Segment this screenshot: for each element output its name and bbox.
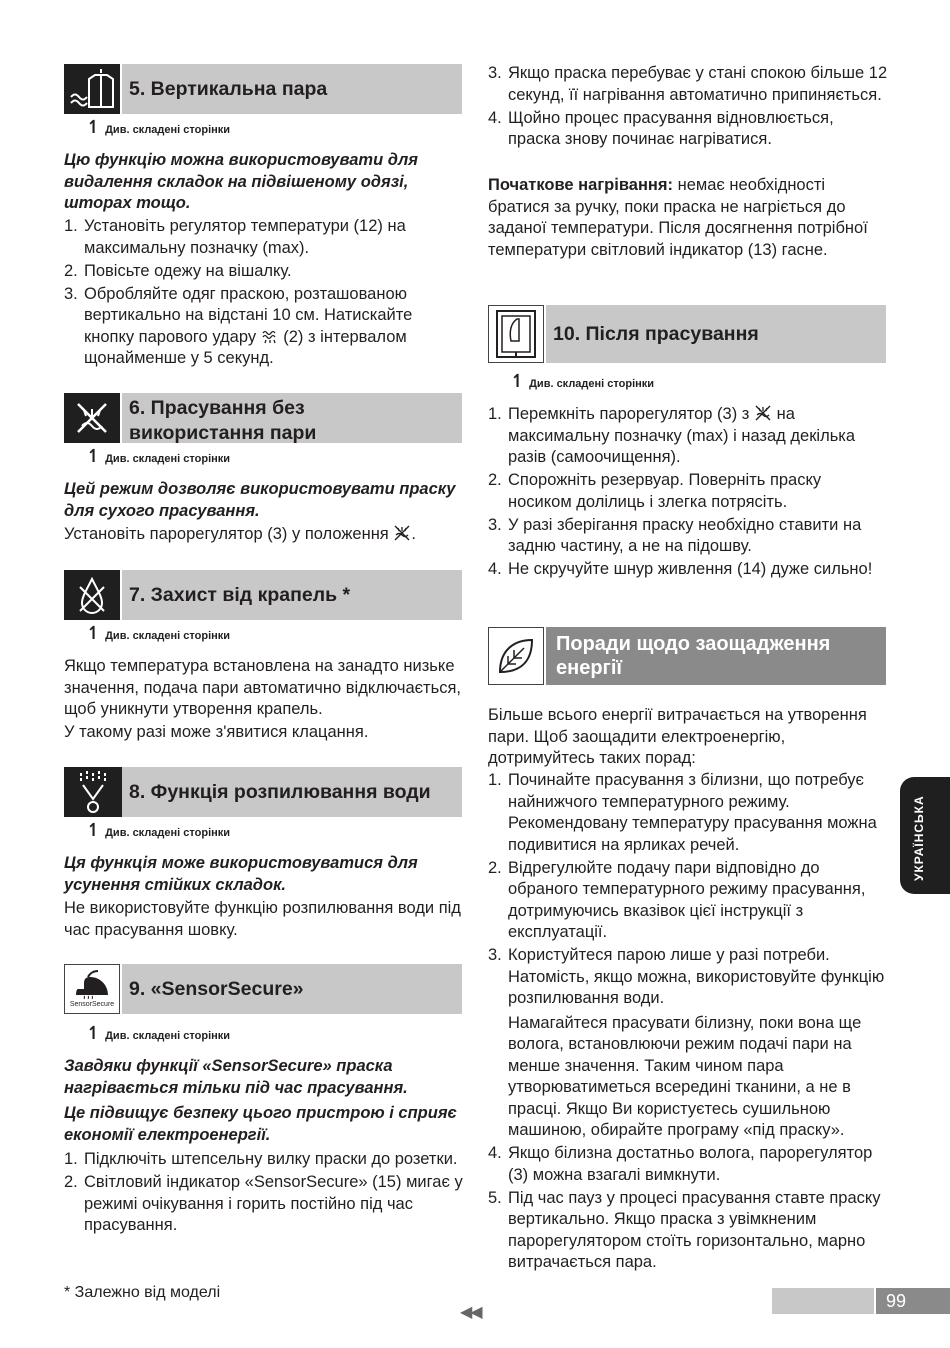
back-arrows-icon: ◀◀ bbox=[460, 1304, 481, 1321]
leaf-icon bbox=[488, 627, 544, 685]
list-text: Не скручуйте шнур живлення (14) дуже сильно! bbox=[508, 560, 873, 578]
section-10-title: 10. Після прасування bbox=[553, 322, 759, 345]
sensor-secure-icon-label: SensorSecure bbox=[69, 1001, 115, 1008]
section-6-intro: Цей режим дозволяє використовувати праску для сухого прасування. bbox=[64, 480, 456, 520]
section-title-bar bbox=[546, 305, 886, 363]
arrow-up-icon: ↿ bbox=[510, 371, 526, 391]
section-title-bar bbox=[122, 64, 462, 114]
spray-icon bbox=[64, 767, 122, 817]
section-10-list bbox=[488, 404, 888, 582]
energy-intro: Більше всього енергії витрачається на утворення пари. Щоб заощадити електроенергію, дотримуйтесь таких порад: bbox=[488, 706, 867, 767]
section-10-header bbox=[488, 305, 886, 363]
list-text: Під час пауз у процесі прасування ставте праску вертикально. Якщо праска з увімкненим парорегулятором стоїть горизонтально, марно витрачається пара. bbox=[508, 1188, 881, 1271]
list-item bbox=[488, 108, 888, 151]
list-item bbox=[64, 261, 464, 283]
section-9-title: 9. «SensorSecure» bbox=[129, 977, 304, 1000]
list-text: У разі зберігання праску необхідно ставити на задню частину, а не на підошву. bbox=[508, 515, 862, 555]
list-number: 3. bbox=[488, 64, 502, 82]
see-pages-label: Див. складені сторінки bbox=[105, 453, 231, 465]
section-5-list bbox=[64, 216, 464, 371]
section-8-header bbox=[64, 767, 462, 817]
see-pages-note bbox=[86, 447, 230, 465]
sensor-secure-icon bbox=[64, 964, 120, 1014]
section-9-list-continued bbox=[488, 63, 888, 152]
section-6-title: 6. Прасування без використання пари bbox=[129, 397, 317, 444]
list-number: 3. bbox=[488, 946, 502, 964]
arrow-up-icon: ↿ bbox=[86, 446, 102, 466]
list-number: 4. bbox=[488, 1144, 502, 1162]
list-number: 2. bbox=[64, 261, 78, 280]
see-pages-note bbox=[86, 624, 230, 642]
list-item bbox=[488, 1188, 888, 1274]
section-7-title: 7. Захист від крапель * bbox=[129, 583, 351, 606]
no-steam-small-icon bbox=[754, 404, 772, 422]
list-item bbox=[488, 470, 888, 513]
section-9-intro: Завдяки функції «SensorSecure» праска нагрівається тільки під час прасування. bbox=[64, 1057, 408, 1097]
section-title-bar bbox=[122, 393, 462, 443]
anti-drip-icon bbox=[64, 570, 120, 620]
list-number: 3. bbox=[488, 515, 502, 534]
see-pages-note bbox=[510, 372, 654, 390]
initial-heating-paragraph bbox=[488, 175, 888, 261]
list-text: (2) з інтервалом щонайменше у 5 секунд. bbox=[84, 327, 407, 367]
list-item bbox=[488, 559, 888, 581]
language-tab bbox=[900, 777, 950, 894]
list-item bbox=[64, 284, 464, 370]
list-item bbox=[488, 1143, 888, 1186]
list-number: 4. bbox=[488, 108, 502, 127]
list-item bbox=[488, 945, 888, 1010]
list-text: Повісьте одежу на вішалку. bbox=[84, 261, 292, 280]
section-8-intro: Ця функція може використовуватися для усунення стійких складок. bbox=[64, 854, 418, 894]
list-text: Намагайтеся прасувати білизну, поки вона ще волога, встановлюючи режим подачі пари на менше значення. Таким чином пара утворюватиметься всередині тканини, а не в прасці. Якщо Ви користуєтесь сушильною машиною, обирайте програму «під праску». bbox=[508, 1013, 862, 1139]
list-text: Підключіть штепсельну вилку праски до розетки. bbox=[84, 1150, 458, 1168]
list-number: 5. bbox=[488, 1188, 502, 1207]
storage-icon bbox=[488, 305, 544, 363]
initial-heating-label: Початкове нагрівання: bbox=[488, 176, 674, 194]
list-text: Щойно процес прасування відновлюється, праска знову починає нагріватися. bbox=[508, 108, 834, 148]
section-7-header bbox=[64, 570, 462, 620]
list-item bbox=[488, 515, 888, 558]
section-7-paragraph: У такому разі може з'явитися клацання. bbox=[64, 723, 369, 741]
list-text: Спорожніть резервуар. Поверніть праску носиком долілиць і злегка потрясіть. bbox=[508, 471, 822, 511]
see-pages-label: Див. складені сторінки bbox=[105, 124, 231, 136]
list-number: 1. bbox=[64, 217, 78, 235]
section-6-header bbox=[64, 393, 462, 443]
list-item bbox=[64, 1149, 464, 1171]
list-number: 2. bbox=[488, 471, 502, 489]
list-number: 2. bbox=[64, 1173, 78, 1191]
section-5-intro: Цю функцію можна використовувати для видалення складок на підвішеному одязі, шторах тощо. bbox=[64, 151, 418, 212]
list-item bbox=[488, 63, 888, 106]
arrow-up-icon: ↿ bbox=[86, 1023, 102, 1043]
energy-list bbox=[488, 770, 888, 1275]
section-title-bar bbox=[546, 627, 886, 685]
section-8-text: Не використовуйте функцію розпилювання води під час прасування шовку. bbox=[64, 899, 461, 939]
list-text: Світловий індикатор «SensorSecure» (15) мигає у режимі очікування і горить постійно під час прасування. bbox=[84, 1173, 463, 1234]
section-9-intro: Це підвищує безпеку цього пристрою і сприяє економії електроенергії. bbox=[64, 1104, 457, 1144]
list-text: Відрегулюйте подачу пари відповідно до обраного температурного режиму прасування, дотримуючись вказівок цієї інструкції з експлуатації. bbox=[508, 858, 866, 941]
list-item bbox=[64, 1172, 464, 1237]
list-number: 1. bbox=[488, 771, 502, 789]
language-tab-label: УКРАЇНСЬКА bbox=[912, 795, 926, 881]
steam-burst-icon bbox=[261, 327, 279, 345]
paragraph-text: немає необхідності братися за ручку, поки праска не нагріється до заданої температури. Після досягнення потрібної температури світловий індикатор (13) гасне. bbox=[488, 176, 868, 259]
section-title-bar bbox=[122, 570, 462, 620]
paragraph-text: . bbox=[411, 525, 416, 543]
see-pages-label: Див. складені сторінки bbox=[529, 378, 655, 390]
list-item bbox=[64, 216, 464, 259]
section-title-bar bbox=[122, 767, 462, 817]
section-5-title: 5. Вертикальна пара bbox=[129, 77, 328, 100]
see-pages-note bbox=[86, 1024, 230, 1042]
energy-title: Поради щодо заощадження енергії bbox=[556, 633, 831, 679]
list-item bbox=[488, 858, 888, 944]
arrow-up-icon: ↿ bbox=[86, 820, 102, 840]
section-6-text bbox=[64, 524, 464, 546]
list-item-continuation bbox=[488, 1013, 888, 1142]
arrow-up-icon: ↿ bbox=[86, 623, 102, 643]
list-text: Якщо білизна достатньо волога, парорегулятор (3) можна взагалі вимкнути. bbox=[508, 1144, 873, 1184]
no-steam-icon bbox=[64, 393, 120, 443]
list-text: на максимальну позначку (max) і назад декілька разів (самоочищення). bbox=[508, 405, 856, 466]
see-pages-label: Див. складені сторінки bbox=[105, 827, 231, 839]
section-5-header bbox=[64, 64, 462, 114]
list-item bbox=[488, 404, 888, 469]
see-pages-label: Див. складені сторінки bbox=[105, 630, 231, 642]
section-8-title: 8. Функція розпилювання води bbox=[129, 780, 431, 803]
section-9-header bbox=[64, 964, 462, 1014]
list-text: Якщо праска перебуває у стані спокою більше 12 секунд, її нагрівання автоматично припиняється. bbox=[508, 64, 888, 104]
energy-saving-header bbox=[488, 627, 886, 685]
list-text: Користуйтеся парою лише у разі потреби. Натомість, якщо можна, використовуйте функцію розпилювання води. bbox=[508, 946, 885, 1007]
list-number: 1. bbox=[488, 405, 502, 423]
list-number: 3. bbox=[64, 284, 78, 303]
arrow-up-icon: ↿ bbox=[86, 117, 102, 137]
footnote: * Залежно від моделі bbox=[64, 1284, 221, 1301]
list-number: 4. bbox=[488, 560, 502, 578]
see-pages-note bbox=[86, 821, 230, 839]
vertical-steam-icon bbox=[64, 64, 120, 114]
page-number: 99 bbox=[874, 1288, 950, 1314]
paragraph-text: Установіть парорегулятор (3) у положення bbox=[64, 525, 389, 543]
list-number: 2. bbox=[488, 858, 502, 877]
list-item bbox=[488, 770, 888, 856]
list-text: Установіть регулятор температури (12) на максимальну позначку (max). bbox=[84, 217, 406, 257]
list-text: Перемкніть парорегулятор (3) з bbox=[508, 405, 750, 423]
see-pages-label: Див. складені сторінки bbox=[105, 1030, 231, 1042]
section-title-bar bbox=[122, 964, 462, 1014]
list-text: Починайте прасування з білизни, що потребує найнижчого температурного режиму. Рекомендовану температуру прасування можна подивитися на ярликах речей. bbox=[508, 771, 877, 854]
list-text: Обробляйте одяг праскою, розташованою вертикально на відстані 10 см. Натискайте кнопку парового удару bbox=[84, 284, 413, 346]
no-steam-small-icon bbox=[393, 524, 411, 542]
list-number: 1. bbox=[64, 1150, 78, 1168]
section-9-list bbox=[64, 1149, 464, 1238]
see-pages-note bbox=[86, 118, 230, 136]
section-7-paragraph: Якщо температура встановлена на занадто низьке значення, подача пари автоматично відключається, щоб уникнути утворення крапель. bbox=[64, 657, 461, 718]
